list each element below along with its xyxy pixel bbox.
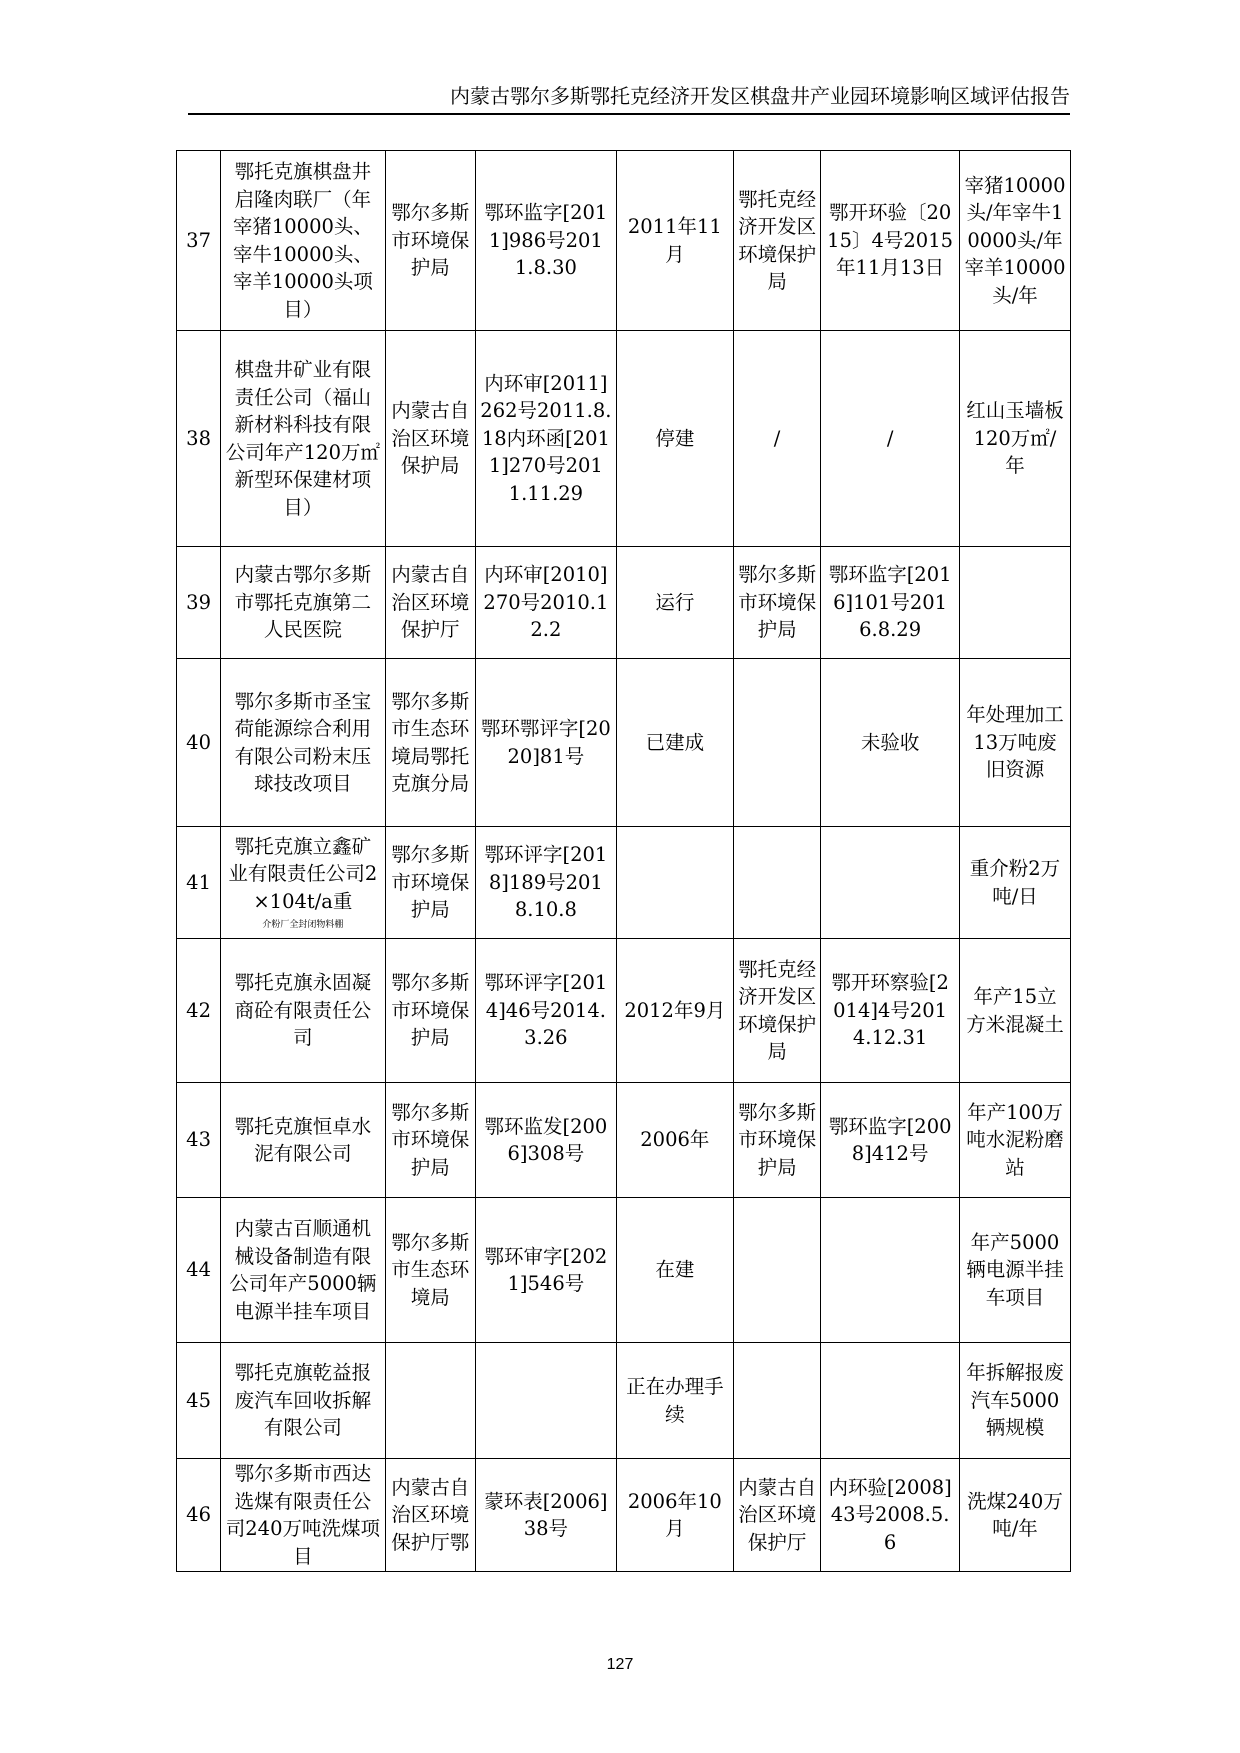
cell-approval-doc: 内环审[2011]262号2011.8.18内环函[2011]270号2011.11.29 bbox=[476, 331, 617, 547]
header-divider bbox=[188, 113, 1070, 115]
cell-approver: 内蒙古自治区环境保护厅 bbox=[385, 547, 475, 659]
cell-project-name: 鄂托克旗棋盘井启隆肉联厂（年宰猪10000头、宰牛10000头、宰羊10000头项目） bbox=[221, 151, 385, 331]
cell-acceptance-doc bbox=[821, 1343, 960, 1459]
page-number: 127 bbox=[606, 1656, 634, 1673]
cell-approver: 鄂尔多斯市环境保护局 bbox=[385, 1083, 475, 1198]
cell-scale: 年产15立方米混凝土 bbox=[959, 939, 1070, 1083]
cell-no: 40 bbox=[177, 659, 221, 827]
cell-approval-doc: 蒙环表[2006]38号 bbox=[476, 1459, 617, 1572]
table-row bbox=[177, 547, 1071, 659]
cell-acceptance-org: 鄂托克经济开发区环境保护局 bbox=[733, 151, 820, 331]
cell-project-name: 内蒙古百顺通机械设备制造有限公司年产5000辆电源半挂车项目 bbox=[221, 1198, 385, 1343]
cell-approval-doc: 鄂环监字[2011]986号2011.8.30 bbox=[476, 151, 617, 331]
cell-approval-doc: 内环审[2010]270号2010.12.2 bbox=[476, 547, 617, 659]
cell-acceptance-doc: 内环验[2008]43号2008.5.6 bbox=[821, 1459, 960, 1572]
table-row bbox=[177, 827, 1071, 939]
cell-scale: 重介粉2万吨/日 bbox=[959, 827, 1070, 939]
table-row bbox=[177, 151, 1071, 331]
cell-project-name: 内蒙古鄂尔多斯市鄂托克旗第二人民医院 bbox=[221, 547, 385, 659]
cell-project-name: 鄂托克旗永固凝商砼有限责任公司 bbox=[221, 939, 385, 1083]
table-row bbox=[177, 1198, 1071, 1343]
page-header-title: 内蒙古鄂尔多斯鄂托克经济开发区棋盘井产业园环境影响区域评估报告 bbox=[450, 84, 1070, 108]
cell-no: 46 bbox=[177, 1459, 221, 1572]
cell-acceptance-doc: 未验收 bbox=[821, 659, 960, 827]
cell-status bbox=[616, 827, 733, 939]
cell-approver: 鄂尔多斯市生态环境局鄂托克旗分局 bbox=[385, 659, 475, 827]
cell-no: 39 bbox=[177, 547, 221, 659]
cell-scale: 年处理加工13万吨废旧资源 bbox=[959, 659, 1070, 827]
cell-status: 2006年10月 bbox=[616, 1459, 733, 1572]
cell-acceptance-org bbox=[733, 659, 820, 827]
cell-approver: 鄂尔多斯市环境保护局 bbox=[385, 827, 475, 939]
cell-acceptance-doc: 鄂环监字[2008]412号 bbox=[821, 1083, 960, 1198]
cell-no: 43 bbox=[177, 1083, 221, 1198]
cell-acceptance-doc: 鄂环监字[2016]101号2016.8.29 bbox=[821, 547, 960, 659]
cell-project-name: 鄂托克旗乾益报废汽车回收拆解有限公司 bbox=[221, 1343, 385, 1459]
cell-acceptance-org: 鄂尔多斯市环境保护局 bbox=[733, 1083, 820, 1198]
cell-acceptance-doc: 鄂开环察验[2014]4号2014.12.31 bbox=[821, 939, 960, 1083]
cell-no: 38 bbox=[177, 331, 221, 547]
cell-project-name: 鄂尔多斯市圣宝荷能源综合利用有限公司粉末压球技改项目 bbox=[221, 659, 385, 827]
table-row bbox=[177, 1343, 1071, 1459]
cell-no: 44 bbox=[177, 1198, 221, 1343]
table-row bbox=[177, 1083, 1071, 1198]
table-row bbox=[177, 331, 1071, 547]
cell-scale: 年产5000辆电源半挂车项目 bbox=[959, 1198, 1070, 1343]
cell-scale: 洗煤240万吨/年 bbox=[959, 1459, 1070, 1572]
cell-approver: 鄂尔多斯市环境保护局 bbox=[385, 151, 475, 331]
project-table bbox=[176, 150, 1071, 1572]
cell-status: 在建 bbox=[616, 1198, 733, 1343]
cell-project-name: 棋盘井矿业有限责任公司（福山新材料科技有限公司年产120万㎡新型环保建材项目） bbox=[221, 331, 385, 547]
cell-approval-doc: 鄂环鄂评字[2020]81号 bbox=[476, 659, 617, 827]
cell-acceptance-org bbox=[733, 1198, 820, 1343]
table-row bbox=[177, 659, 1071, 827]
cell-approver: 鄂尔多斯市生态环境局 bbox=[385, 1198, 475, 1343]
cell-no: 41 bbox=[177, 827, 221, 939]
project-name-note: 介粉厂全封闭物料棚 bbox=[262, 920, 344, 931]
cell-no: 42 bbox=[177, 939, 221, 1083]
cell-acceptance-org: 鄂尔多斯市环境保护局 bbox=[733, 547, 820, 659]
cell-scale: 年产100万吨水泥粉磨站 bbox=[959, 1083, 1070, 1198]
cell-scale: 红山玉墙板120万㎡/年 bbox=[959, 331, 1070, 547]
cell-approver: 内蒙古自治区环境保护厅鄂 bbox=[385, 1459, 475, 1572]
cell-approver: 鄂尔多斯市环境保护局 bbox=[385, 939, 475, 1083]
cell-approval-doc bbox=[476, 1343, 617, 1459]
cell-acceptance-doc: / bbox=[821, 331, 960, 547]
cell-acceptance-org bbox=[733, 1343, 820, 1459]
cell-no: 45 bbox=[177, 1343, 221, 1459]
cell-approver bbox=[385, 1343, 475, 1459]
table-row bbox=[177, 939, 1071, 1083]
table-row bbox=[177, 1459, 1071, 1572]
cell-acceptance-doc: 鄂开环验〔2015〕4号2015年11月13日 bbox=[821, 151, 960, 331]
cell-acceptance-org bbox=[733, 827, 820, 939]
cell-status: 2011年11月 bbox=[616, 151, 733, 331]
cell-scale bbox=[959, 547, 1070, 659]
cell-status: 停建 bbox=[616, 331, 733, 547]
cell-approval-doc: 鄂环评字[2014]46号2014.3.26 bbox=[476, 939, 617, 1083]
cell-approval-doc: 鄂环审字[2021]546号 bbox=[476, 1198, 617, 1343]
cell-status: 正在办理手续 bbox=[616, 1343, 733, 1459]
cell-scale: 年拆解报废汽车5000辆规模 bbox=[959, 1343, 1070, 1459]
cell-approval-doc: 鄂环监发[2006]308号 bbox=[476, 1083, 617, 1198]
cell-approver: 内蒙古自治区环境保护局 bbox=[385, 331, 475, 547]
cell-no: 37 bbox=[177, 151, 221, 331]
cell-acceptance-doc bbox=[821, 827, 960, 939]
cell-approval-doc: 鄂环评字[2018]189号2018.10.8 bbox=[476, 827, 617, 939]
cell-project-name bbox=[221, 827, 385, 939]
cell-acceptance-org: 内蒙古自治区环境保护厅 bbox=[733, 1459, 820, 1572]
cell-project-name: 鄂托克旗恒卓水泥有限公司 bbox=[221, 1083, 385, 1198]
cell-acceptance-doc bbox=[821, 1198, 960, 1343]
cell-project-name: 鄂尔多斯市西达选煤有限责任公司240万吨洗煤项目 bbox=[221, 1459, 385, 1572]
cell-acceptance-org: / bbox=[733, 331, 820, 547]
project-name-text: 鄂托克旗立鑫矿业有限责任公司2×104t/a重 bbox=[228, 834, 378, 913]
cell-acceptance-org: 鄂托克经济开发区环境保护局 bbox=[733, 939, 820, 1083]
cell-status: 2006年 bbox=[616, 1083, 733, 1198]
cell-status: 2012年9月 bbox=[616, 939, 733, 1083]
cell-status: 运行 bbox=[616, 547, 733, 659]
cell-status: 已建成 bbox=[616, 659, 733, 827]
cell-scale: 宰猪10000头/年宰牛10000头/年宰羊10000头/年 bbox=[959, 151, 1070, 331]
